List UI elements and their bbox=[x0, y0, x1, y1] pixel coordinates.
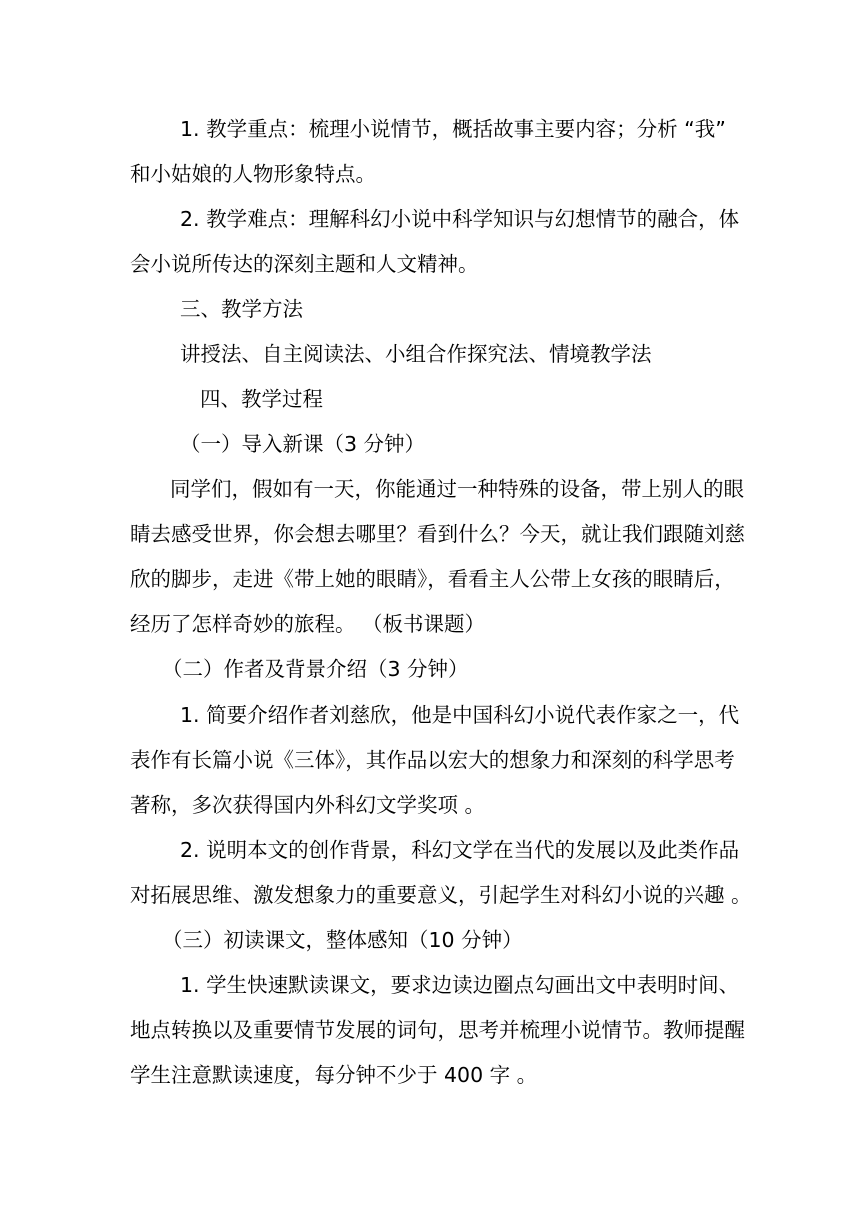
author-point-line-3: 著称，多次获得国内外科幻文学奖项 。 bbox=[130, 793, 486, 817]
subsection-heading-author: （二）作者及背景介绍（3 分钟） bbox=[162, 657, 469, 681]
intro-paragraph-line-2: 睛去感受世界，你会想去哪里？看到什么？今天，就让我们跟随刘慈 bbox=[130, 522, 745, 546]
intro-paragraph-line-3: 欣的脚步，走进《带上她的眼睛》，看看主人公带上女孩的眼睛后， bbox=[130, 567, 735, 591]
author-point-line-2: 表作有长篇小说《三体》，其作品以宏大的想象力和深刻的科学思考 bbox=[130, 748, 735, 772]
section-heading-process: 四、教学过程 bbox=[200, 387, 323, 411]
author-point-line-1: 1. 简要介绍作者刘慈欣，他是中国科幻小说代表作家之一，代 bbox=[180, 703, 740, 727]
intro-paragraph-line-1: 同学们，假如有一天，你能通过一种特殊的设备，带上别人的眼 bbox=[170, 477, 744, 501]
background-point-line-2: 对拓展思维、激发想象力的重要意义，引起学生对科幻小说的兴趣 。 bbox=[130, 883, 752, 907]
reading-point-line-2: 地点转换以及重要情节发展的词句，思考并梳理小说情节。教师提醒 bbox=[130, 1018, 745, 1042]
subsection-heading-reading: （三）初读课文，整体感知（10 分钟） bbox=[162, 928, 523, 952]
background-point-line-1: 2. 说明本文的创作背景，科幻文学在当代的发展以及此类作品 bbox=[180, 838, 740, 862]
section-heading-methods: 三、教学方法 bbox=[180, 297, 303, 321]
key-point-line-2: 和小姑娘的人物形象特点。 bbox=[130, 162, 376, 186]
difficulty-line-1: 2. 教学难点：理解科幻小说中科学知识与幻想情节的融合，体 bbox=[180, 207, 740, 231]
difficulty-line-2: 会小说所传达的深刻主题和人文精神。 bbox=[130, 252, 479, 276]
key-point-line-1: 1. 教学重点：梳理小说情节，概括故事主要内容；分析 “我” bbox=[180, 117, 726, 141]
reading-point-line-1: 1. 学生快速默读课文，要求边读边圈点勾画出文中表明时间、 bbox=[180, 973, 740, 997]
reading-point-line-3: 学生注意默读速度，每分钟不少于 400 字 。 bbox=[130, 1063, 538, 1087]
subsection-heading-intro: （一）导入新课（3 分钟） bbox=[180, 432, 426, 456]
intro-paragraph-line-4: 经历了怎样奇妙的旅程。 （板书课题） bbox=[130, 612, 486, 636]
methods-text: 讲授法、自主阅读法、小组合作探究法、情境教学法 bbox=[180, 342, 652, 366]
